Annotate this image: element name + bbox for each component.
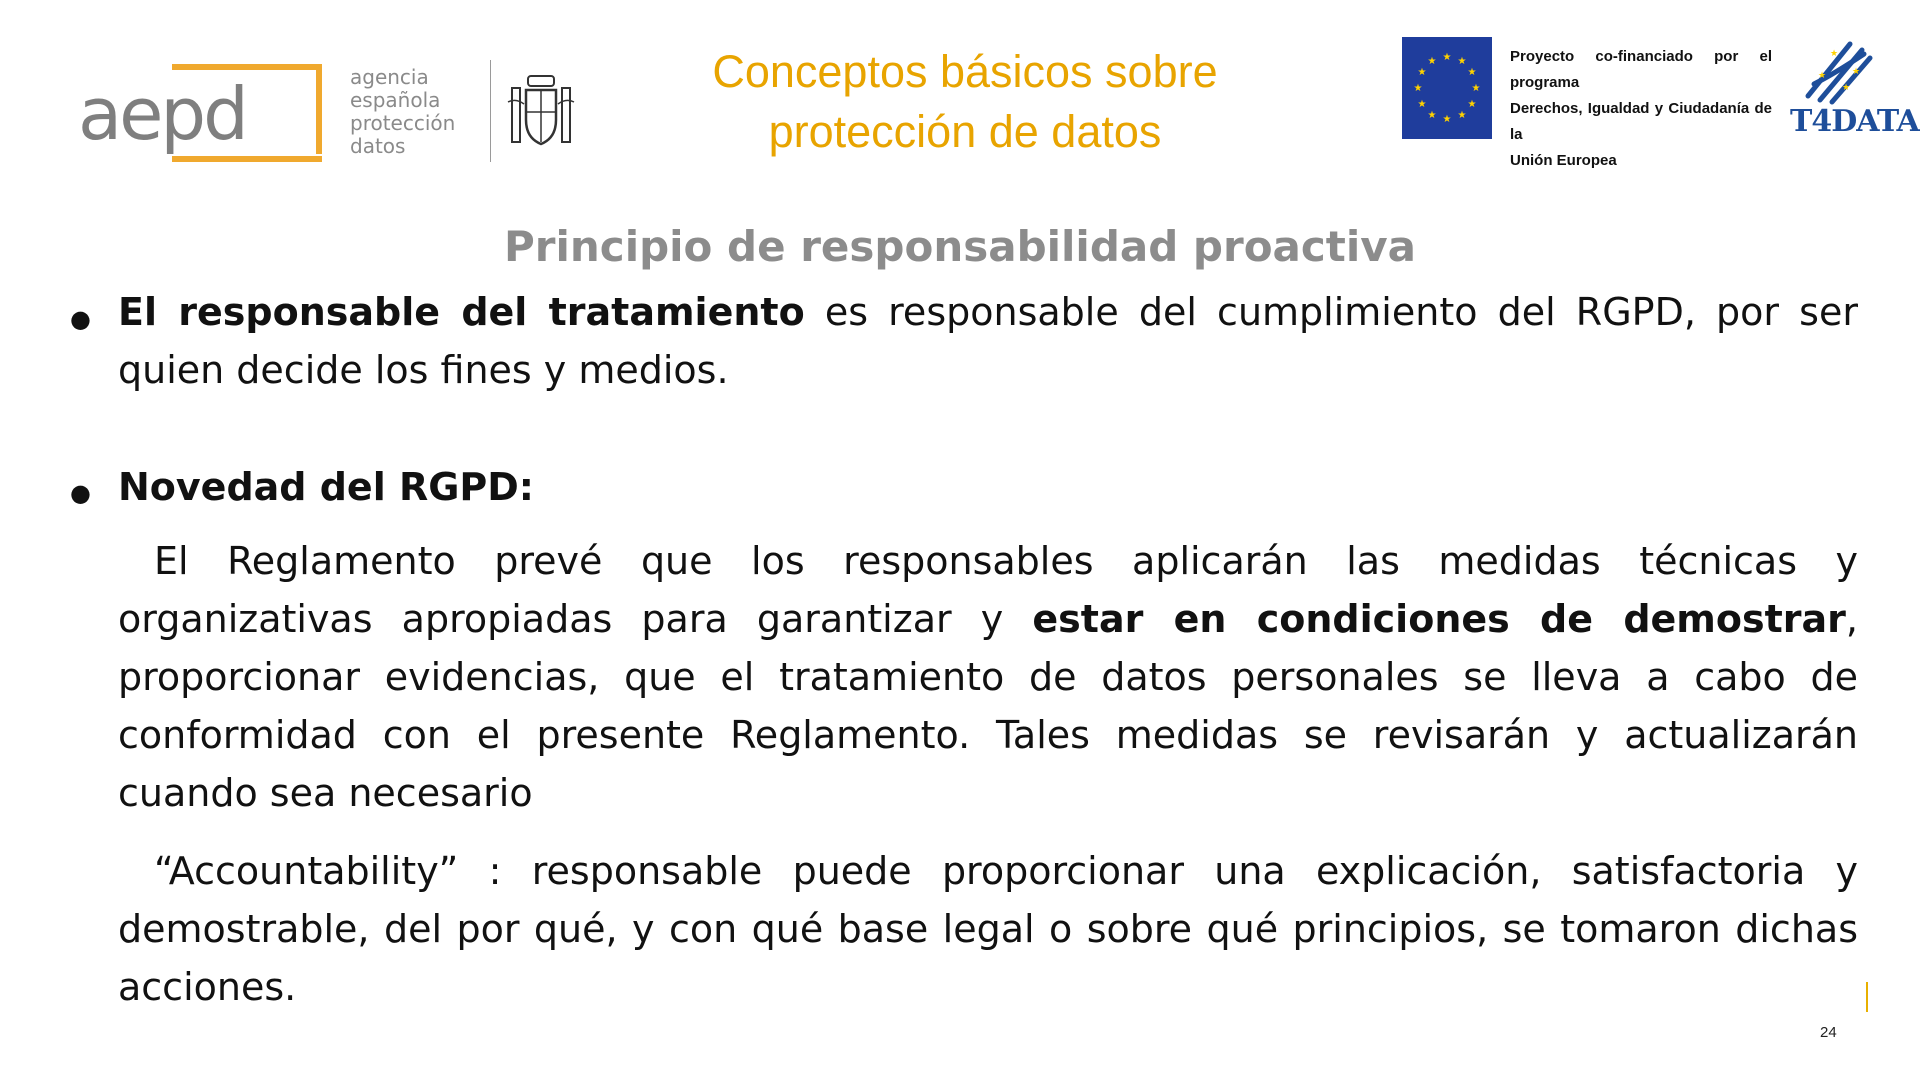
eu-flag-icon xyxy=(1402,37,1492,139)
svg-text:★: ★ xyxy=(1457,110,1467,121)
regulation-text-start: El Reglamento prevé que los responsables aplicarán las medidas técnicas y organizativas apropiadas para garantizar y xyxy=(118,539,1858,641)
deck-title: Conceptos básicos sobre protección de datos xyxy=(712,46,1218,157)
regulation-bold-text: estar en condiciones de demostrar xyxy=(1032,597,1846,641)
aepd-logo-words xyxy=(350,66,455,158)
bullet-paragraph-novelty xyxy=(118,458,1858,516)
t4data-swirl-icon xyxy=(1790,34,1900,109)
svg-text:★: ★ xyxy=(1427,110,1437,121)
svg-text:★: ★ xyxy=(1442,52,1452,63)
eu-text-line: Derechos, Igualdad y Ciudadanía de la xyxy=(1510,100,1772,143)
eu-text-line: Proyecto co-financiado por el programa xyxy=(1510,48,1772,91)
bullet-dot: ● xyxy=(70,305,91,333)
logo-divider xyxy=(490,60,491,162)
regulation-paragraph xyxy=(118,532,1858,822)
bullet-paragraph-responsible xyxy=(118,283,1858,399)
svg-text:★: ★ xyxy=(1417,99,1427,110)
svg-text:★: ★ xyxy=(1471,83,1481,94)
svg-text:★: ★ xyxy=(1467,99,1477,110)
svg-text:★: ★ xyxy=(1442,114,1452,125)
svg-text:★: ★ xyxy=(1467,67,1477,78)
eu-cofunding-text xyxy=(1510,44,1772,174)
aepd-word: española xyxy=(350,88,441,112)
aepd-word: datos xyxy=(350,134,406,158)
spanish-coat-of-arms-icon xyxy=(506,72,576,152)
aepd-word: protección xyxy=(350,111,456,135)
svg-text:★: ★ xyxy=(1457,56,1467,67)
aepd-word: agencia xyxy=(350,65,429,89)
svg-text:★: ★ xyxy=(1417,67,1427,78)
bullet-dot: ● xyxy=(70,479,91,507)
accountability-paragraph: “Accountability” : responsable puede proporcionar una explicación, satisfactoria y demostrable, del por qué, y con qué base legal o sobre qué principios, se tomaron dichas acciones. xyxy=(118,849,1858,1009)
t4data-logo-text: T4DATA xyxy=(1790,104,1919,139)
slide-heading: Principio de responsabilidad proactiva xyxy=(504,222,1416,271)
svg-text:★: ★ xyxy=(1427,56,1437,67)
regulation-text-end: , proporcionar evidencias, que el tratamiento de datos personales se lleva a cabo de conformidad con el presente Reglamento. Tales medidas se revisarán y actualizarán cuando sea necesario xyxy=(118,597,1859,815)
svg-text:★: ★ xyxy=(1852,67,1861,77)
t4data-logo xyxy=(1790,34,1919,144)
eu-text-line: Unión Europea xyxy=(1510,152,1617,169)
bullet-bold-text: El responsable del tratamiento xyxy=(118,290,805,334)
footer-accent-line xyxy=(1866,982,1868,1012)
bullet-bold-text: Novedad del RGPD: xyxy=(118,465,534,509)
bullet-body-text: es responsable del cumplimiento del RGPD, por ser quien decide los fines y medios. xyxy=(118,290,1858,392)
svg-text:★: ★ xyxy=(1413,83,1423,94)
svg-text:★: ★ xyxy=(1842,83,1851,93)
svg-text:★: ★ xyxy=(1818,71,1827,81)
page-number: 24 xyxy=(1820,1024,1837,1041)
aepd-logo xyxy=(78,60,508,170)
svg-text:★: ★ xyxy=(1830,49,1839,59)
aepd-logo-letters: aepd xyxy=(78,72,246,156)
